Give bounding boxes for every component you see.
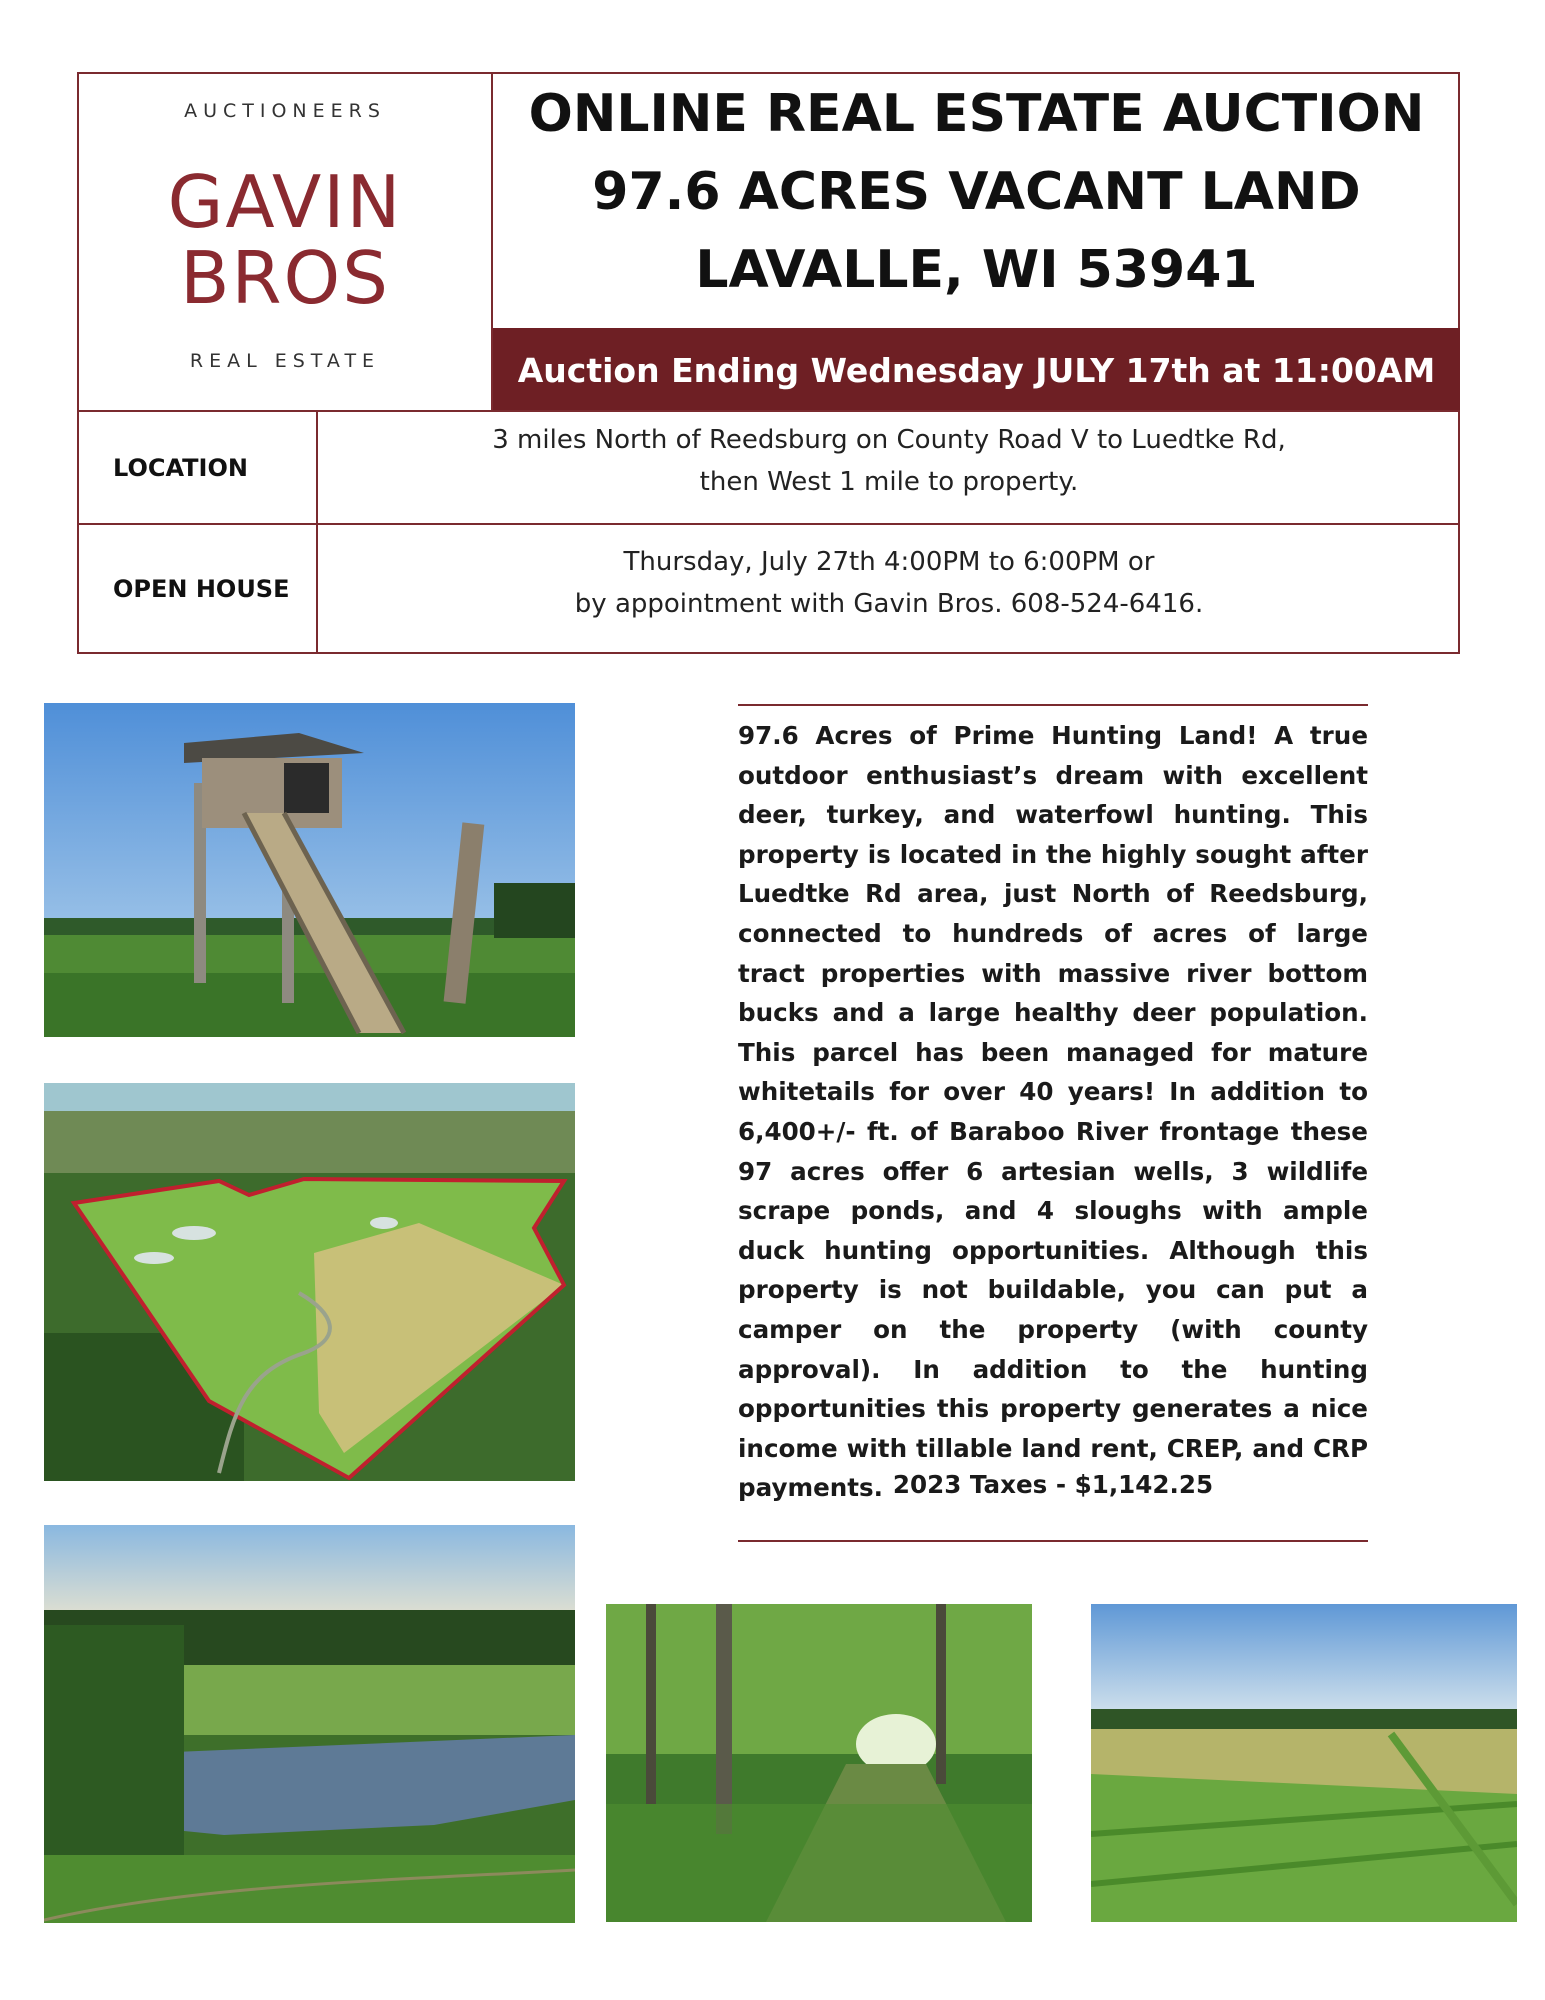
deer-stand-photo — [44, 703, 575, 1037]
title-line-3: LAVALLE, WI 53941 — [695, 240, 1258, 300]
logo-gavin-text: GAVIN — [167, 160, 403, 244]
location-line-2: then West 1 mile to property. — [699, 467, 1079, 497]
taxes-text: 2023 Taxes - $1,142.25 — [892, 1470, 1214, 1499]
logo-real-estate-text: REAL ESTATE — [189, 350, 381, 372]
title-line-1: ONLINE REAL ESTATE AUCTION — [528, 84, 1425, 144]
logo-auctioneers-text: AUCTIONEERS — [184, 100, 386, 122]
field-photo — [1091, 1604, 1517, 1922]
woods-trail-photo — [606, 1604, 1032, 1922]
title-line-2: 97.6 ACRES VACANT LAND — [592, 162, 1361, 222]
auction-ending-banner: Auction Ending Wednesday JULY 17th at 11:00AM — [493, 328, 1460, 412]
open-house-line-1: Thursday, July 27th 4:00PM to 6:00PM or — [623, 547, 1155, 577]
description-bottom-rule — [738, 1540, 1368, 1542]
property-description: 97.6 Acres of Prime Hunting Land! A true outdoor enthusiast’s dream with excellent deer, turkey, and waterfowl hunting. This property is located in the highly sought after Luedtke Rd area, just North of Reedsburg, connected to hundreds of acres of large tract properties with massive river bottom bucks and a large healthy deer population. This parcel has been managed for mature whitetails for over 40 years! In addition to 6,400+/- ft. of Baraboo River frontage these 97 acres offer 6 artesian wells, 3 wildlife scrape ponds, and 4 sloughs with ample duck hunting opportunities. Although this property is not buildable, you can put a camper on the property (with county approval). In addition to the hunting opportunities this property generates a nice income with tillable land rent, CREP, and CRP payments. — [738, 721, 1368, 1503]
description-top-rule — [738, 704, 1368, 706]
location-line-1: 3 miles North of Reedsburg on County Road V to Luedtke Rd, — [492, 425, 1286, 455]
logo-bros-text: BROS — [180, 236, 390, 320]
open-house-label: OPEN HOUSE — [113, 574, 290, 603]
slough-photo — [44, 1525, 575, 1923]
aerial-map-photo — [44, 1083, 575, 1481]
location-label: LOCATION — [113, 453, 248, 482]
open-house-line-2: by appointment with Gavin Bros. 608-524-6416. — [574, 589, 1204, 619]
